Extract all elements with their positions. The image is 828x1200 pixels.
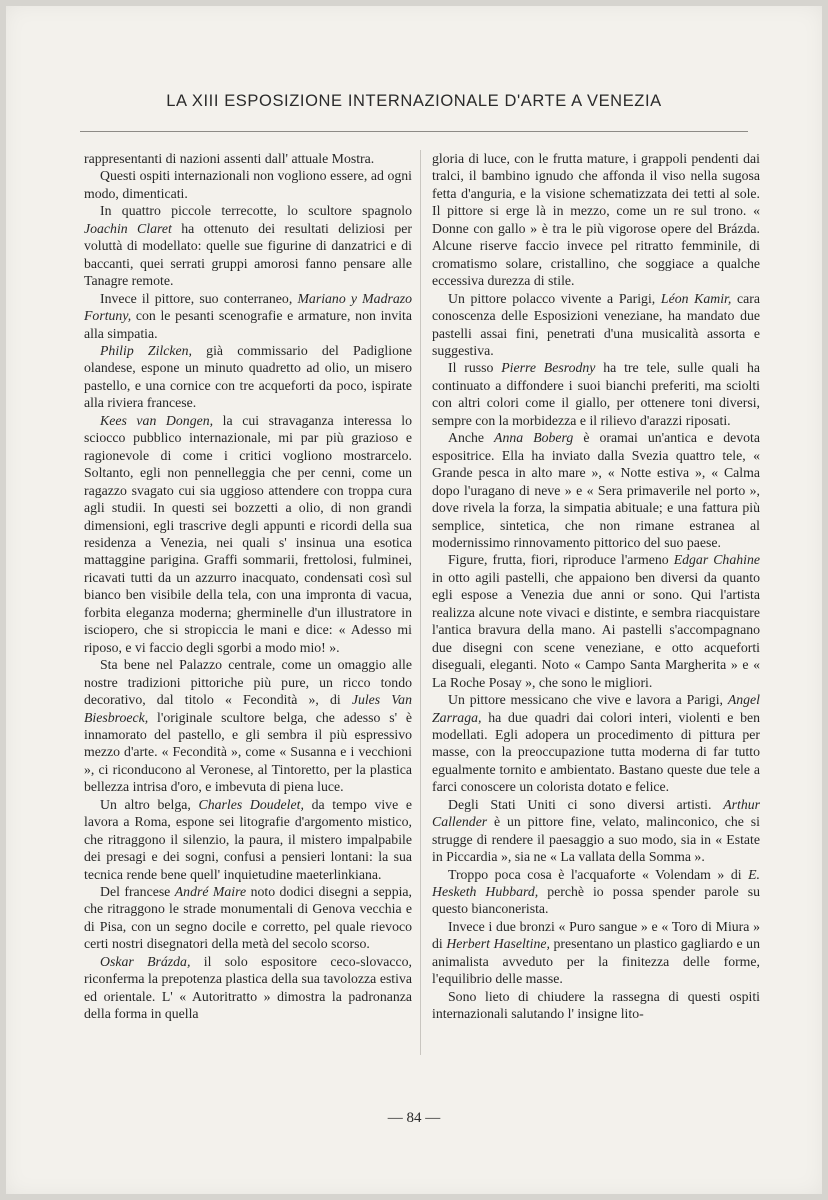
artist-name: Joachin Claret xyxy=(84,220,172,236)
paragraph-text: Troppo poca cosa è l'acquaforte « Volendam » di xyxy=(448,866,749,882)
paragraph-text: gloria di luce, con le frutta mature, i grappoli pendenti dai tralci, il bambino ignudo che affonda il viso nella sugosa fetta d'anguria, e la visione schematizzata dei tetti al sole. Il pittore si erge là in mezzo, come un re sul trono. « Donne con gallo » è tra le più vigorose opere del Brázda. Alcune riserve faccio invece pel ritratto femminile, di cromatismo solare, cristallino, che soggiace a qualche eccessiva durezza di stile. xyxy=(432,151,760,289)
artist-name: Kees van Dongen, xyxy=(100,412,214,428)
paragraph xyxy=(432,290,760,360)
paragraph xyxy=(84,202,412,289)
paragraph xyxy=(84,342,412,412)
paragraph xyxy=(432,866,760,918)
paragraph xyxy=(84,150,412,167)
paragraph-text: il solo espositore ceco-slovacco, riconferma la prepotenza plastica della sua tavolozza estiva ed orientale. L' « Autoritratto » dimostra la padronanza della forma in quella xyxy=(84,953,412,1022)
paragraph xyxy=(84,412,412,656)
paragraph xyxy=(432,691,760,796)
paragraph-text: con le pesanti scenografie e armature, non invita alla simpatia. xyxy=(84,308,412,341)
artist-name: Pierre Besrodny xyxy=(501,360,596,376)
paragraph-text: ha due quadri dai colori interi, violenti e ben modellati. Egli adopera un procedimento di pittura per masse, con la preoccupazione tutta moderna di far tutto egualmente tornito e ambientato. Bastano queste due tele a farci conoscere un colorista dotato e felice. xyxy=(432,709,760,795)
artist-name: Oskar Brázda, xyxy=(100,953,191,969)
artist-name: Jules Van Biesbroeck, xyxy=(84,692,412,725)
paragraph xyxy=(432,150,760,290)
paragraph-text: Anche xyxy=(448,430,495,446)
paragraph-text: Figure, frutta, fiori, riproduce l'armeno xyxy=(448,552,674,568)
paragraph-text: Del francese xyxy=(100,884,175,900)
paragraph xyxy=(432,918,760,988)
paragraph xyxy=(432,796,760,866)
paragraph-text: perchè io possa spender parole su questo bianconerista. xyxy=(432,884,760,917)
paragraph xyxy=(84,953,412,1023)
paragraph xyxy=(432,359,760,429)
paragraph-text: presentano un plastico gagliardo e un animalista avveduto per la finitezza delle forme, l'equilibrio delle masse. xyxy=(432,936,760,987)
artist-name: Léon Kamir, xyxy=(660,290,732,306)
paragraph-text: Un pittore messicano che vive e lavora a Parigi, xyxy=(448,692,728,708)
artist-name: Charles Doudelet, xyxy=(198,796,304,812)
paragraph-text: noto dodici disegni a seppia, che ritraggono le strade monumentali di Genova vecchia e di Pisa, con un segno docile e corretto, pel quale rievoco certi nostri disegnatori della metà del secolo scorso. xyxy=(84,884,413,952)
header-rule xyxy=(80,131,748,132)
paragraph-text: Invece il pittore, suo conterraneo, xyxy=(100,290,298,306)
paragraph-text: ha ottenuto dei resultati deliziosi per voluttà di modellato: quelle sue figurine di danzatrici e di baccanti, quei serrati gruppi amorosi fanno pensare alle Tanagre remote. xyxy=(84,220,412,289)
paragraph-text: In quattro piccole terrecotte, lo scultore spagnolo xyxy=(100,203,412,219)
paragraph-text: Sta bene nel Palazzo centrale, come un omaggio alle nostre tradizioni pittoriche più pure, un ricco tondo decorativo, dal titolo « Fecondità », di xyxy=(84,657,412,708)
artist-name: Angel Zarraga, xyxy=(432,692,760,725)
paragraph-text: Sono lieto di chiudere la rassegna di questi ospiti internazionali salutando l' insigne lito- xyxy=(432,988,760,1022)
paragraph xyxy=(432,551,760,691)
artist-name: Mariano y Madrazo Fortuny, xyxy=(84,290,412,324)
paragraph xyxy=(432,988,760,1023)
artist-name: Arthur Callender xyxy=(432,796,760,830)
artist-name: Philip Zilcken, xyxy=(100,342,192,358)
paragraph-text: da tempo vive e lavora a Roma, espone sei litografie d'argomento mistico, che ritraggono il silenzio, la paura, il mistero impalpabile dei presagi e dei sogni, confusi a pensieri lontani: la sua tecnica rende bene quell' inquietudine maeterlinkiana. xyxy=(84,796,412,882)
paragraph-text: è oramai un'antica e devota espositrice. Ella ha inviato dalla Svezia quattro tele, « Grande pesca in alto mare », « Notte estiva », « Calma dopo l'uragano di neve » e « Sera primaverile nel porto », dove rivela la forza, la simpatia abituale; e una fattura più semplice, sintetica, che non rimane estranea al modernissimo rinnovamento pittorico del suo paese. xyxy=(432,430,760,550)
paragraph-text: Degli Stati Uniti ci sono diversi artisti. xyxy=(448,796,724,812)
paragraph xyxy=(84,883,412,953)
paragraph-text: Invece i due bronzi « Puro sangue » e « Toro di Miura » di xyxy=(432,918,760,952)
paragraph xyxy=(84,796,412,883)
paragraph-text: Il russo xyxy=(448,360,502,376)
paragraph-text: cara conoscenza delle Esposizioni veneziane, ha mandato due pastelli assai fini, penetrati d'una musicalità assorta e suggestiva. xyxy=(432,290,760,358)
artist-name: Herbert Haseltine, xyxy=(446,936,550,952)
paragraph-text: rappresentanti di nazioni assenti dall' attuale Mostra. xyxy=(84,151,375,166)
column-divider xyxy=(420,150,421,1055)
paragraph-text: ha tre tele, sulle quali ha continuato a diffondere i suoi bianchi preferiti, ma sciolti con altri colori come il giallo, per ottenere toni diversi, sempre con la morbidezza e il rilievo d'arazzi riposati. xyxy=(432,360,760,428)
page-number: — 84 — xyxy=(387,1110,441,1126)
left-text-column xyxy=(84,150,412,1023)
artist-name: E. Hesketh Hubbard, xyxy=(432,866,760,900)
paragraph xyxy=(84,290,412,342)
paragraph xyxy=(84,167,412,202)
paragraph-text: Questi ospiti internazionali non vogliono essere, ad ogni modo, dimenticati. xyxy=(84,168,412,201)
paragraph-text: è un pittore fine, velato, malinconico, che si strugge di rendere il paesaggio a suo modo, sia in « Estate in Piccardia », sia ne « La vallata della Somma ». xyxy=(432,814,760,865)
paragraph-text: la cui stravaganza interessa lo sciocco pubblico internazionale, mi par più grazioso e ragionevole di come i critici vogliono mostrarcelo. Soltanto, egli non pennelleggia che per cenni, come un ragazzo svagato cui sia uggioso attendere con troppa cura agli studii. In questi sei bozzetti a olio, di non grandi dimensioni, egli trascrive degli appunti e ricordi della sua residenza a Venezia, nei quali s' insinua una esotica mattaggine parigina. Graffi sommarii, frettolosi, fulminei, ricavati tutti da un azzurro inacquato, condensati così sul bianco ben visibile della tela, con una impronta di vacua, forbita eleganza moderna; gherminelle d'un illustratore in isciopero, che si stropiccia le mani e dice: « Adesso mi riposo, e vi faccio degli sgorbi a modo mio! ». xyxy=(84,412,412,655)
right-text-column xyxy=(432,150,760,1023)
artist-name: Anna Boberg xyxy=(494,430,574,446)
paragraph-text: Un pittore polacco vivente a Parigi, xyxy=(448,290,661,306)
artist-name: André Maire xyxy=(174,884,247,900)
paragraph-text: l'originale scultore belga, che adesso s' è innamorato del pastello, e gli sembra il più espressivo mezzo d'arte. « Fecondità », come « Susanna e i vecchioni », ci riconducono al Veronese, al Tintoretto, per la plastica bellezza intrisa d'oro, e imbevuta di piena luce. xyxy=(84,709,412,795)
paragraph-text: già commissario del Padiglione olandese, espone un minuto quadretto ad olio, un misero pastello, e una cornice con tre acqueforti da poco, ispirate alla riviera francese. xyxy=(84,342,413,411)
artist-name: Edgar Chahine xyxy=(673,552,760,568)
running-header: LA XIII ESPOSIZIONE INTERNAZIONALE D'ARTE A VENEZIA xyxy=(166,92,662,110)
paragraph xyxy=(432,429,760,551)
paragraph-text: Un altro belga, xyxy=(100,796,199,812)
paragraph-text: in otto agili pastelli, che appaiono ben diversi da quanto egli espose a Venezia due anni or sono. Qui l'artista realizza alcune note vivaci e distinte, e sembra riacquistare l'antica bravura della mano. Ai pastelli s'accompagnano due disegni con scene veneziane, e otto acqueforti diseguali, eleganti. Noto « Campo Santa Margherita » e « La Roche Posay », che sono le migliori. xyxy=(432,569,760,690)
paragraph xyxy=(84,656,412,796)
